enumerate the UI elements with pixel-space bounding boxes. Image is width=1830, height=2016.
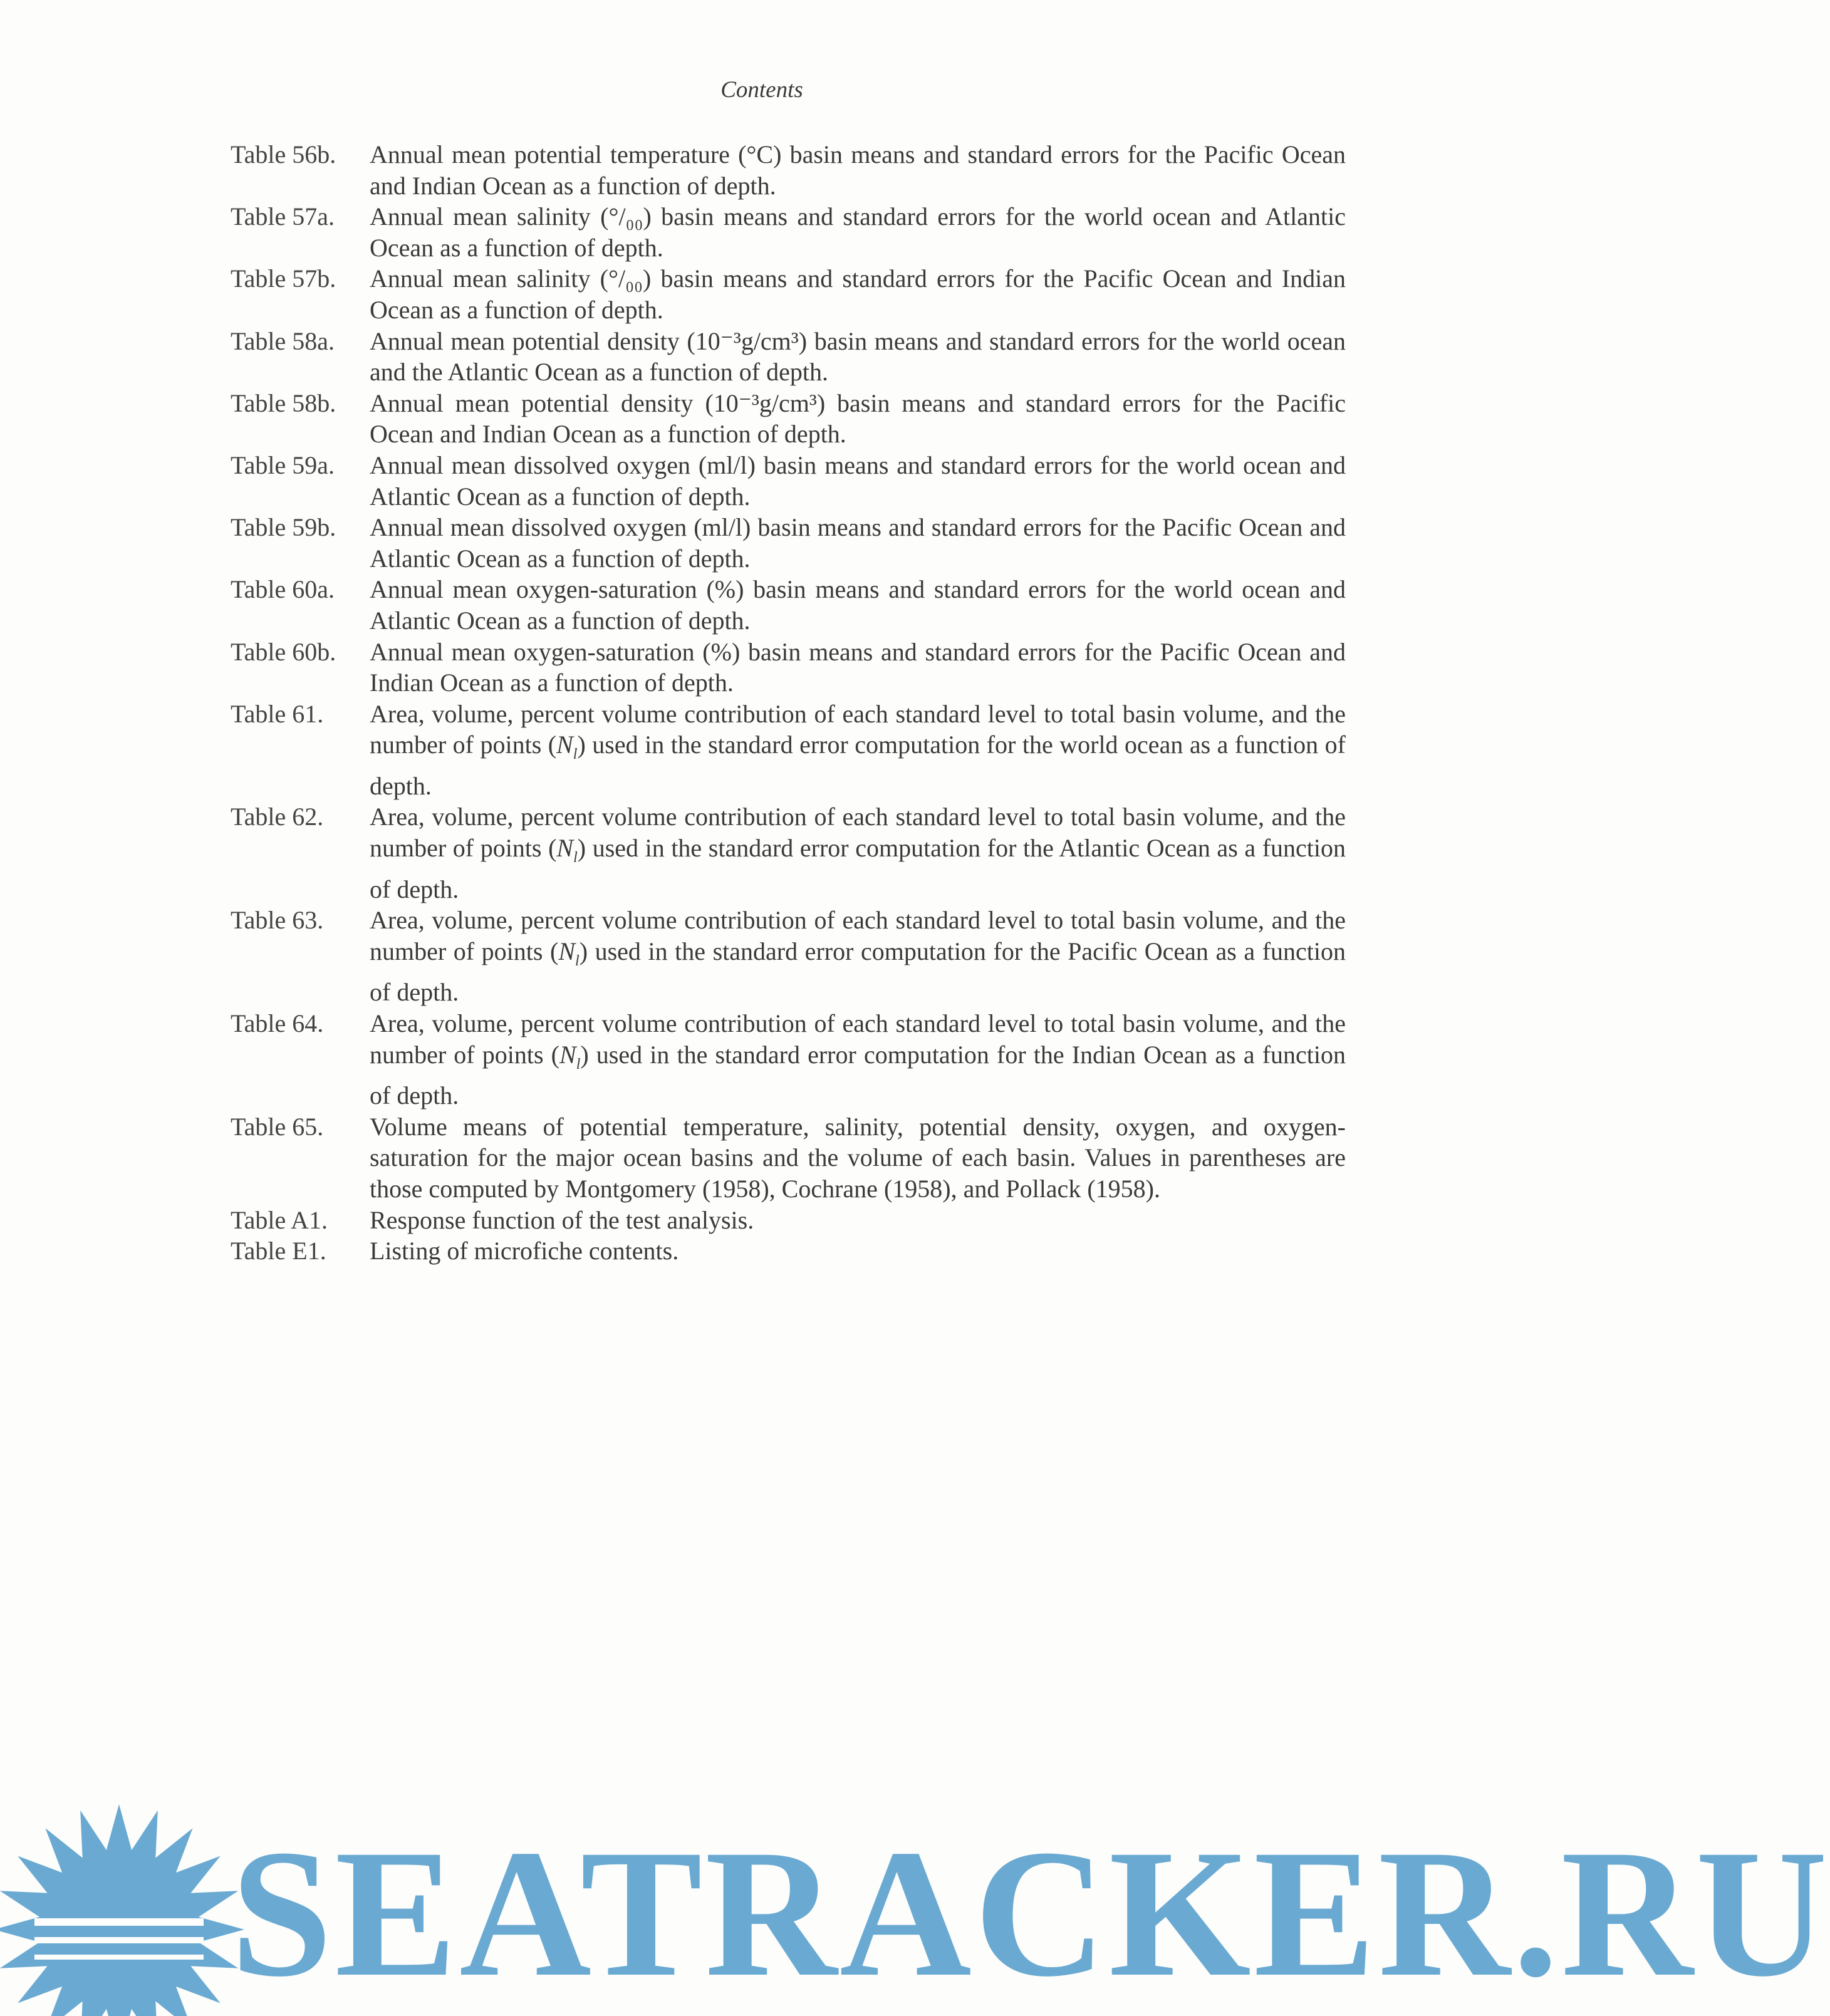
list-item <box>231 801 1346 905</box>
list-item <box>231 201 1346 263</box>
list-item <box>231 263 1346 325</box>
table-description: Annual mean potential temperature (°C) basin means and standard errors for the Pacific Ocean and Indian Ocean as a function of depth. <box>370 140 1346 200</box>
table-description: Annual mean salinity (°/₀₀) basin means and standard errors for the Pacific Ocean and Indian Ocean as a function of depth. <box>370 264 1346 324</box>
table-description: Annual mean potential density (10⁻³g/cm³) basin means and standard errors for the Pacific Ocean and Indian Ocean as a function of depth. <box>370 388 1346 449</box>
table-description: Annual mean salinity (°/₀₀) basin means and standard errors for the world ocean and Atlantic Ocean as a function of depth. <box>370 202 1346 262</box>
table-description: Area, volume, percent volume contribution of each standard level to total basin volume, and the number of points $(N_l)$ used in the standard error computation for the world ocean as a function of depth. <box>370 699 1346 800</box>
table-label: Table 56b. <box>231 140 336 169</box>
list-item <box>231 1205 1346 1236</box>
list-item <box>231 905 1346 1008</box>
list-item <box>231 1111 1346 1205</box>
list-item <box>231 1008 1346 1111</box>
table-label: Table 58a. <box>231 326 335 355</box>
table-description: Area, volume, percent volume contribution of each standard level to total basin volume, and the number of points $(N_l)$ used in the standard error computation for the Pacific Ocean as a function of depth. <box>370 906 1346 1007</box>
table-label: Table 57b. <box>231 264 336 293</box>
table-label: Table 64. <box>231 1009 324 1038</box>
list-item <box>231 326 1346 388</box>
table-description: Listing of microfiche contents. <box>370 1237 679 1265</box>
table-label: Table E1. <box>231 1237 326 1265</box>
table-description: Volume means of potential temperature, salinity, potential density, oxygen, and oxygen-saturation for the major ocean basins and the volume of each basin. Values in parentheses are those computed by Montgomery (1958), Cochrane (1958), and Pollack (1958). <box>370 1112 1346 1203</box>
table-label: Table A1. <box>231 1205 328 1234</box>
table-label: Table 57a. <box>231 202 335 231</box>
table-label: Table 63. <box>231 906 324 935</box>
list-item <box>231 450 1346 512</box>
watermark-text: SEATRACKER.RU <box>231 1812 1830 2015</box>
table-description: Annual mean oxygen-saturation (%) basin means and standard errors for the Pacific Ocean and Indian Ocean as a function of depth. <box>370 637 1346 697</box>
table-description: Annual mean dissolved oxygen (ml/l) basin means and standard errors for the world ocean and Atlantic Ocean as a function of depth. <box>370 450 1346 511</box>
table-label: Table 65. <box>231 1112 324 1141</box>
table-description: Response function of the test analysis. <box>370 1205 754 1234</box>
table-label: Table 61. <box>231 699 324 728</box>
list-item <box>231 636 1346 699</box>
list-item <box>231 1235 1346 1267</box>
table-description: Area, volume, percent volume contribution of each standard level to total basin volume, and the number of points $(N_l)$ used in the standard error computation for the Atlantic Ocean as a function of depth. <box>370 803 1346 903</box>
list-item <box>231 699 1346 802</box>
table-description: Annual mean dissolved oxygen (ml/l) basin means and standard errors for the Pacific Ocean and Atlantic Ocean as a function of depth. <box>370 513 1346 573</box>
table-label: Table 59a. <box>231 450 335 479</box>
sunburst-icon <box>0 1804 244 2016</box>
table-description: Area, volume, percent volume contribution of each standard level to total basin volume, and the number of points $(N_l)$ used in the standard error computation for the Indian Ocean as a function of depth. <box>370 1009 1346 1110</box>
list-item <box>231 388 1346 450</box>
table-label: Table 58b. <box>231 388 336 417</box>
list-item <box>231 512 1346 574</box>
table-label: Table 60b. <box>231 637 336 666</box>
table-label: Table 62. <box>231 803 324 831</box>
table-description: Annual mean potential density (10⁻³g/cm³) basin means and standard errors for the world ocean and the Atlantic Ocean as a function of depth. <box>370 326 1346 387</box>
table-list <box>231 139 1346 1267</box>
list-item <box>231 139 1346 201</box>
table-description: Annual mean oxygen-saturation (%) basin means and standard errors for the world ocean and Atlantic Ocean as a function of depth. <box>370 575 1346 635</box>
table-label: Table 60a. <box>231 575 335 604</box>
list-item <box>231 574 1346 636</box>
table-label: Table 59b. <box>231 513 336 542</box>
page-title: Contents <box>720 77 803 103</box>
